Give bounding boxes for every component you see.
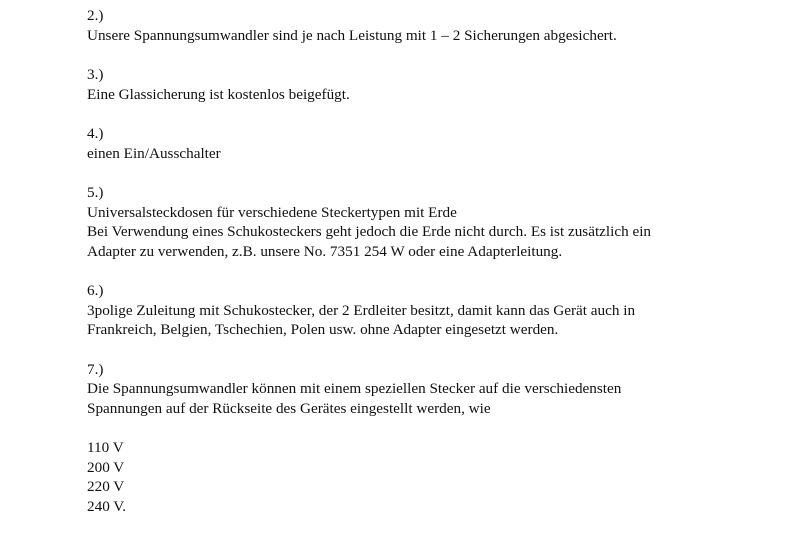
document-page	[87, 6, 777, 536]
section-4	[87, 124, 777, 163]
section-text-line: einen Ein/Ausschalter	[87, 144, 221, 162]
section-text-line: Universalsteckdosen für verschiedene Steckertypen mit Erde	[87, 203, 457, 221]
section-number: 5.)	[87, 184, 104, 201]
section-text-line: 3polige Zuleitung mit Schukostecker, der 2 Erdleiter besitzt, damit kann das Gerät auch in	[87, 301, 636, 319]
section-text-line: Bei Verwendung eines Schukosteckers geht jedoch die Erde nicht durch. Es ist zusätzlich ein	[87, 223, 652, 240]
section-number: 4.)	[87, 125, 104, 142]
section-number: 6.)	[87, 282, 104, 299]
voltage-list	[87, 438, 777, 516]
section-text-line: Unsere Spannungsumwandler sind je nach Leistung mit 1 – 2 Sicherungen abgesichert.	[87, 26, 617, 44]
section-2	[87, 6, 777, 45]
section-6	[87, 281, 777, 340]
section-text-line: Frankreich, Belgien, Tschechien, Polen usw. ohne Adapter eingesetzt werden.	[87, 321, 559, 338]
voltage-item: 220 V	[87, 478, 125, 495]
section-text-line: Spannungen auf der Rückseite des Gerätes eingestellt werden, wie	[87, 399, 491, 417]
section-number: 7.)	[87, 360, 104, 378]
section-text-line: Die Spannungsumwandler können mit einem speziellen Stecker auf die verschiedensten	[87, 380, 622, 397]
section-text-line: Eine Glassicherung ist kostenlos beigefügt.	[87, 85, 350, 103]
section-5	[87, 183, 777, 261]
section-number: 2.)	[87, 7, 104, 24]
section-number: 3.)	[87, 66, 104, 83]
voltage-item: 110 V	[87, 439, 124, 456]
section-text-line: Adapter zu verwenden, z.B. unsere No. 7351 254 W oder eine Adapterleitung.	[87, 242, 563, 260]
voltage-item: 200 V	[87, 458, 125, 476]
section-3	[87, 65, 777, 104]
voltage-item: 240 V.	[87, 497, 127, 515]
section-7	[87, 360, 777, 517]
